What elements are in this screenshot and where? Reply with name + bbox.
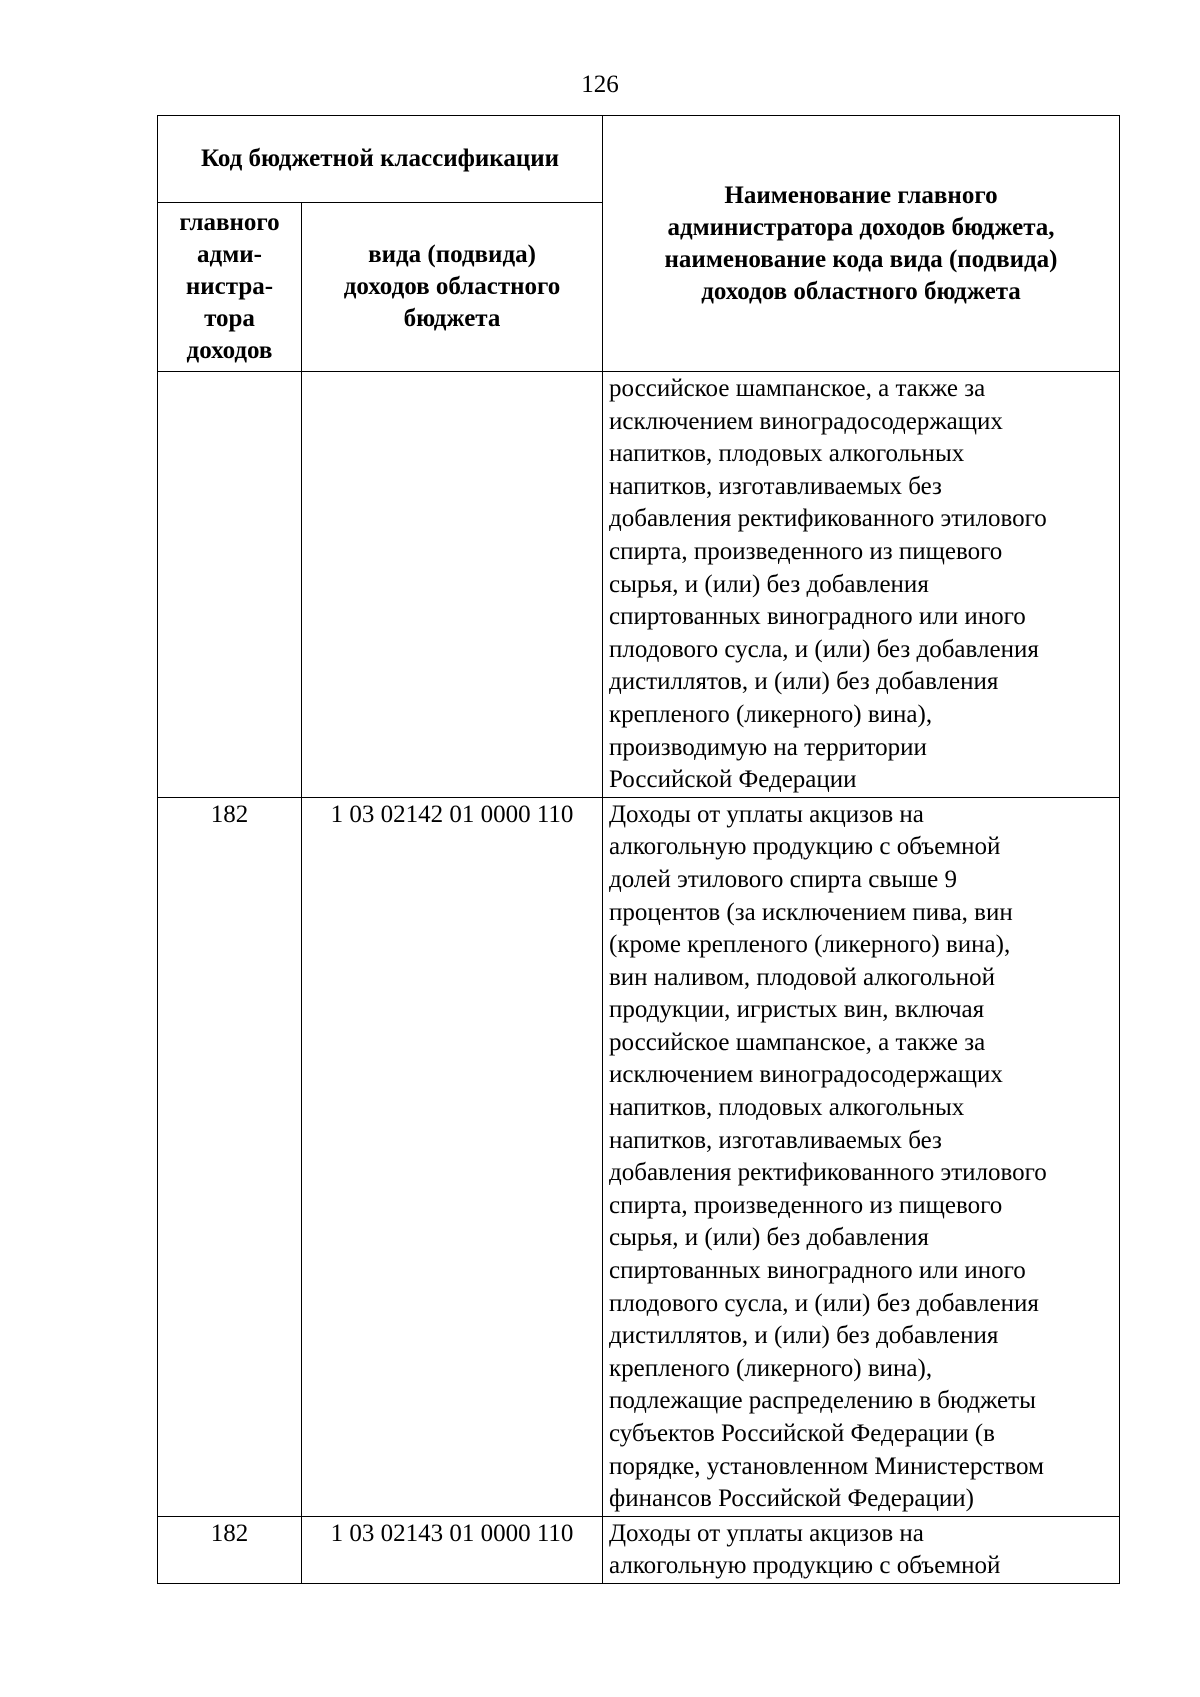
cell-income-code: 1 03 02142 01 0000 110: [302, 797, 603, 1516]
income-name-line: добавления ректификованного этилового: [609, 1159, 1047, 1187]
income-name-line: дистиллятов, и (или) без добавления: [609, 668, 999, 696]
income-name-line: дистиллятов, и (или) без добавления: [609, 1322, 999, 1350]
income-name-line: спиртованных виноградного или иного: [609, 1257, 1026, 1285]
income-name-line: алкогольную продукцию с объемной: [609, 1552, 1001, 1580]
header-kind-line: доходов областного: [343, 273, 561, 300]
income-name-line: добавления ректификованного этилового: [609, 505, 1047, 533]
header-admin-line: доходов: [186, 337, 273, 364]
income-name-line: финансов Российской Федерации): [609, 1485, 974, 1513]
income-name-line: алкогольную продукцию с объемной: [609, 833, 1001, 861]
income-name-line: процентов (за исключением пива, вин: [609, 898, 1013, 926]
table-header: [158, 116, 1120, 372]
header-kind-line: вида (подвида): [368, 241, 536, 268]
header-admin-line: тора: [204, 305, 255, 332]
income-name-line: плодового сусла, и (или) без добавления: [609, 1289, 1039, 1317]
table-row: [158, 372, 1120, 798]
income-name-line: сырья, и (или) без добавления: [609, 570, 929, 598]
header-name-line: Наименование главного: [724, 181, 998, 209]
budget-classification-table: [157, 115, 1120, 1584]
income-name-line: Доходы от уплаты акцизов на: [609, 800, 924, 828]
income-name-line: Доходы от уплаты акцизов на: [609, 1519, 924, 1547]
header-admin-line: нистра-: [185, 273, 274, 300]
header-admin: [158, 203, 302, 372]
table-row: [158, 797, 1120, 1516]
header-kind-line: бюджета: [403, 305, 501, 332]
header-name-line: доходов областного бюджета: [701, 277, 1021, 305]
income-name-line: спирта, произведенного из пищевого: [609, 537, 1003, 565]
cell-admin-code: [158, 372, 302, 798]
income-name-line: порядке, установленном Министерством: [609, 1452, 1044, 1480]
header-admin-line: главного: [179, 209, 280, 236]
income-name-line: Российской Федерации: [609, 766, 857, 794]
income-name-line: (кроме крепленого (ликерного) вина),: [609, 931, 1011, 959]
cell-income-name: [603, 372, 1120, 798]
income-name-line: спиртованных виноградного или иного: [609, 603, 1026, 631]
page-number: 126: [581, 71, 619, 98]
income-name-line: напитков, изготавливаемых без: [609, 472, 942, 500]
income-name-line: напитков, плодовых алкогольных: [609, 1094, 965, 1122]
income-name-line: российское шампанское, а также за: [609, 1028, 986, 1056]
income-name-line: продукции, игристых вин, включая: [609, 996, 985, 1024]
income-name-line: плодового сусла, и (или) без добавления: [609, 635, 1039, 663]
header-name: [603, 116, 1120, 372]
header-kind: [302, 203, 603, 372]
table-row: [158, 1516, 1120, 1583]
income-name-line: напитков, изготавливаемых без: [609, 1126, 942, 1154]
table-body: [158, 372, 1120, 1584]
income-name-line: российское шампанское, а также за: [609, 375, 986, 402]
income-name-line: сырья, и (или) без добавления: [609, 1224, 929, 1252]
cell-income-name: [603, 1516, 1120, 1583]
income-name-line: исключением виноградосодержащих: [609, 1061, 1003, 1089]
income-name-line: напитков, плодовых алкогольных: [609, 440, 965, 468]
cell-income-name: [603, 797, 1120, 1516]
income-name-line: исключением виноградосодержащих: [609, 407, 1003, 435]
income-name-line: крепленого (ликерного) вина),: [609, 1354, 933, 1382]
cell-admin-code: 182: [158, 1516, 302, 1583]
cell-income-code: 1 03 02143 01 0000 110: [302, 1516, 603, 1583]
header-name-line: наименование кода вида (подвида): [664, 245, 1058, 273]
income-name-line: субъектов Российской Федерации (в: [609, 1420, 995, 1447]
income-name-line: производимую на территории: [609, 733, 927, 761]
income-name-line: вин наливом, плодовой алкогольной: [609, 963, 996, 991]
header-budget-code: Код бюджетной классификации: [158, 116, 603, 203]
income-name-line: крепленого (ликерного) вина),: [609, 700, 933, 728]
cell-income-code: [302, 372, 603, 798]
header-admin-line: адми-: [197, 241, 262, 268]
income-name-line: спирта, произведенного из пищевого: [609, 1191, 1003, 1219]
cell-admin-code: 182: [158, 797, 302, 1516]
income-name-line: долей этилового спирта свыше 9: [609, 865, 958, 893]
income-name-line: подлежащие распределению в бюджеты: [609, 1387, 1036, 1415]
header-name-line: администратора доходов бюджета,: [667, 213, 1055, 241]
